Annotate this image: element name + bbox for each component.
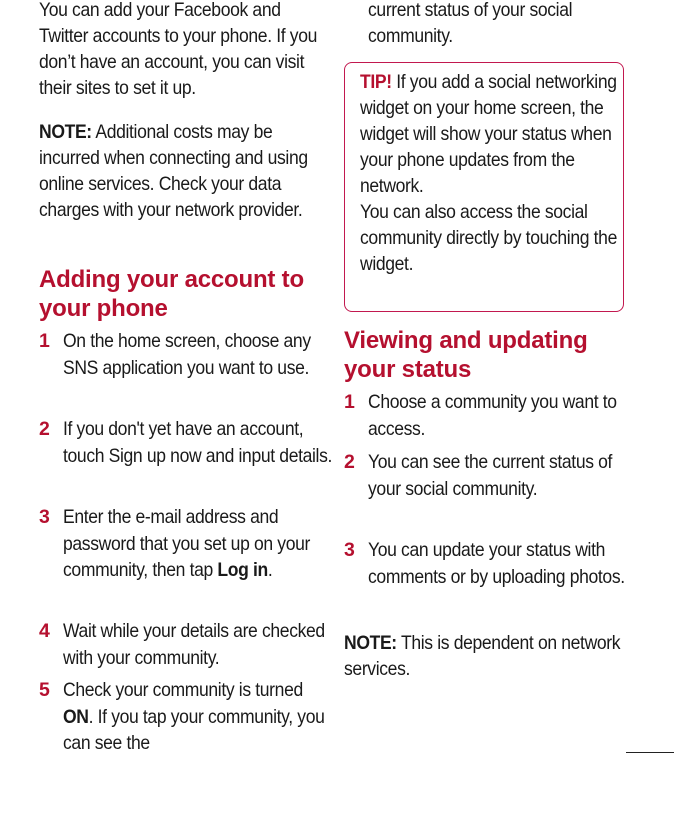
log-in-label: Log in	[217, 559, 268, 582]
continuation-text: current status of your social community.	[368, 0, 573, 47]
intro-paragraph: You can add your Facebook and Twitter accounts to your phone. If you don’t have an account, you can visit their sites to set it up.	[39, 0, 318, 99]
step-text: Choose a community you want to access.	[368, 391, 617, 440]
step-text	[63, 677, 333, 757]
step-text-after: .	[267, 559, 273, 582]
list-item	[39, 618, 339, 677]
tip-paragraph	[360, 69, 630, 199]
step-text: On the home screen, choose any SNS application you want to use.	[63, 330, 311, 379]
list-item	[39, 504, 339, 618]
tip-text: If you add a social networking widget on your home screen, the widget will show your status when your phone updates from the network.	[360, 71, 617, 197]
step-number: 3	[39, 506, 50, 528]
section-heading-adding-account: Adding your account to your phone	[39, 266, 304, 322]
step-number: 3	[344, 539, 355, 561]
step-number: 4	[39, 620, 50, 642]
list-item	[344, 449, 644, 537]
step-text	[63, 504, 333, 584]
step-number: 5	[39, 679, 50, 701]
tip-label: TIP!	[360, 71, 392, 93]
step-text-after: . If you tap your community, you can see the	[63, 705, 325, 755]
note-text: This is dependent on network services.	[344, 632, 621, 680]
tip-box	[344, 62, 624, 312]
step-number: 2	[39, 418, 50, 440]
step-text: Wait while your details are checked with your community.	[63, 620, 325, 669]
list-item	[39, 677, 339, 757]
list-item	[344, 537, 644, 590]
list-item	[344, 389, 644, 449]
on-label: ON	[63, 705, 89, 728]
list-item	[39, 328, 339, 416]
step-number: 1	[39, 330, 50, 352]
section-heading-viewing-status: Viewing and updating your status	[344, 327, 588, 383]
note-paragraph-network	[344, 630, 623, 682]
step-number: 2	[344, 451, 355, 473]
note-text: Additional costs may be incurred when connecting and using online services. Check your data charges with your network provider.	[39, 121, 308, 221]
step-text-before: Enter the e-mail address and password that you set up on your community, then tap	[63, 506, 311, 582]
list-item	[39, 416, 339, 504]
step-text-before: Check your community is turned	[63, 679, 303, 701]
note-paragraph	[39, 119, 329, 223]
steps-list-adding-account	[39, 328, 339, 757]
page-footer-rule	[626, 752, 674, 753]
note-label: NOTE:	[39, 121, 92, 143]
step-text: You can update your status with comments or by uploading photos.	[368, 539, 625, 588]
step-text: You can see the current status of your social community.	[368, 451, 613, 500]
step-number: 1	[344, 391, 355, 413]
step-text: If you don't yet have an account, touch Sign up now and input details.	[63, 418, 333, 467]
steps-list-viewing-status	[344, 389, 644, 590]
note-label: NOTE:	[344, 632, 397, 654]
tip-paragraph-2: You can also access the social community directly by touching the widget.	[360, 201, 617, 275]
